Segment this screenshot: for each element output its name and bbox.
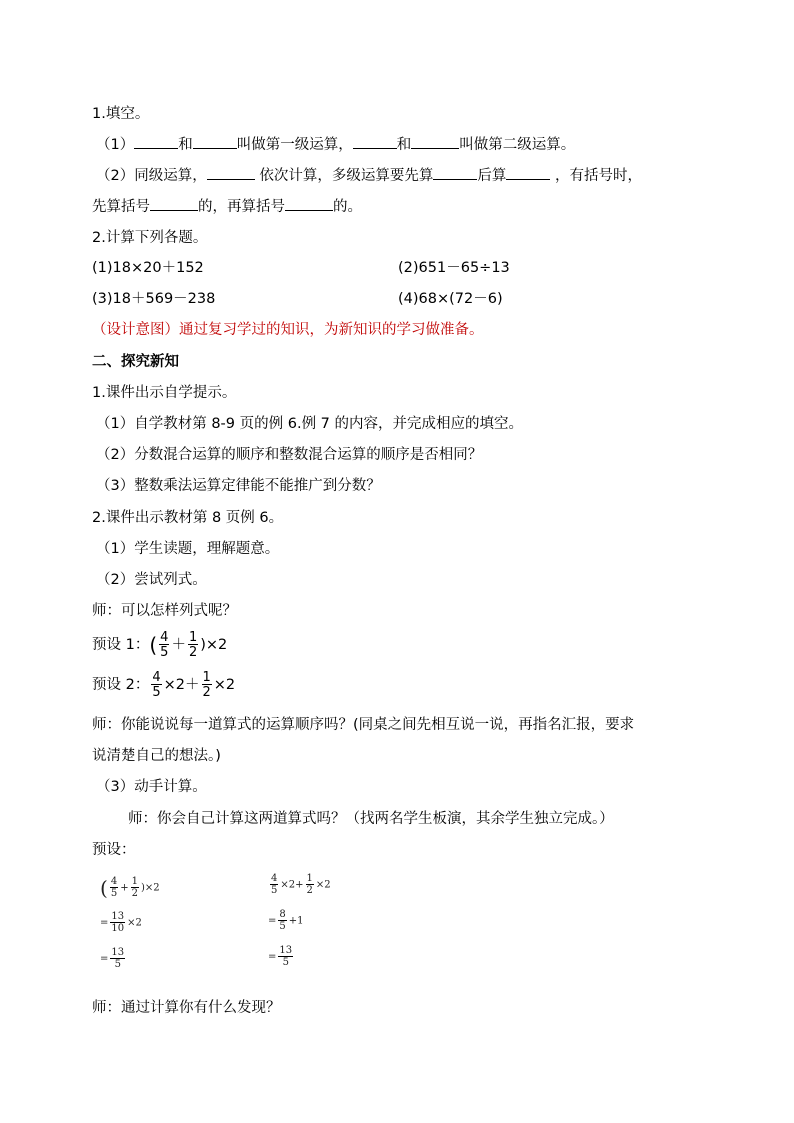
calc-line: $\frac{4}{5}$ ×2+ $\frac{1}{2}$ ×2 [271, 873, 331, 896]
step-1-item: （2）分数混合运算的顺序和整数混合运算的顺序是否相同？ [96, 447, 483, 463]
design-intent: （设计意图）通过复习学过的知识，为新知识的学习做准备。 [92, 322, 484, 338]
fraction: $\frac{1}{2}$ [188, 630, 198, 660]
blank[interactable] [134, 134, 178, 149]
teacher-question: 师：你会自己计算这两道算式吗？（找两名学生板演，其余学生独立完成。） [128, 811, 614, 827]
calc-line: = $\frac{8}{5}$ +1 [268, 909, 304, 932]
teacher-question: 师：可以怎样列式呢？ [92, 603, 237, 619]
section-heading: 二、探究新知 [92, 354, 179, 370]
q2-item: (2)651－65÷13 [398, 260, 510, 276]
blank[interactable] [353, 134, 397, 149]
blank[interactable] [193, 134, 237, 149]
calc-line: = $\frac{13}{10}$ ×2 [100, 911, 142, 934]
q2-title: 2.计算下列各题。 [92, 230, 208, 246]
q2-item: (4)68×(72－6) [398, 291, 503, 307]
preset-2: 预设 2： $\frac{4}{5}$ ×2＋ $\frac{1}{2}$ ×2 [92, 670, 236, 700]
q2-row-1 [92, 258, 510, 278]
q2-item: (3)18＋569－238 [92, 291, 216, 307]
fraction: $\frac{4}{5}$ [152, 670, 161, 700]
blank[interactable] [506, 165, 550, 180]
q1-item-1: （1） 和 叫做第一级运算， 和 叫做第二级运算。 [96, 134, 575, 155]
step-1-title: 1.课件出示自学提示。 [92, 385, 237, 401]
step-2-item: （1）学生读题，理解题意。 [96, 541, 280, 557]
q1-item-2-cont: 先算括号 的，再算括号 的。 [92, 196, 362, 217]
calc-line: ( $\frac{4}{5}$ + $\frac{1}{2}$ )×2 [100, 876, 160, 900]
preset-label: 预设： [92, 842, 136, 858]
preset-1: 预设 1：( $\frac{4}{5}$ ＋ $\frac{1}{2}$ )×2 [92, 630, 228, 660]
calc-line: = $\frac{13}{5}$ [268, 945, 293, 968]
q1-title: 1.填空。 [92, 106, 150, 122]
q2-row-2 [92, 289, 503, 309]
step-3-title: （3）动手计算。 [96, 779, 207, 795]
step-1-item: （1）自学教材第 8-9 页的例 6.例 7 的内容，并完成相应的填空。 [96, 416, 524, 432]
step-2-item: （2）尝试列式。 [96, 572, 207, 588]
teacher-question-cont: 说清楚自己的想法。) [92, 748, 221, 764]
blank[interactable] [433, 165, 477, 180]
step-1-item: （3）整数乘法运算定律能不能推广到分数？ [96, 478, 381, 494]
teacher-question: 师：通过计算你有什么发现？ [92, 1000, 281, 1016]
calculation-right [268, 874, 388, 984]
blank[interactable] [285, 196, 333, 211]
blank[interactable] [411, 134, 459, 149]
q2-item: (1)18×20＋152 [92, 260, 204, 276]
fraction: $\frac{4}{5}$ [160, 630, 169, 660]
step-2-title: 2.课件出示教材第 8 页例 6。 [92, 510, 284, 526]
blank[interactable] [207, 165, 255, 180]
blank[interactable] [150, 196, 198, 211]
q1-item-2: （2）同级运算， 依次计算，多级运算要先算 后算 ，有括号时， [96, 165, 642, 186]
calculation-left [100, 876, 220, 986]
fraction: $\frac{1}{2}$ [202, 670, 211, 700]
teacher-question: 师：你能说说每一道算式的运算顺序吗？(同桌之间先相互说一说，再指名汇报，要求 [92, 717, 635, 733]
calc-line: = $\frac{13}{5}$ [100, 947, 125, 970]
